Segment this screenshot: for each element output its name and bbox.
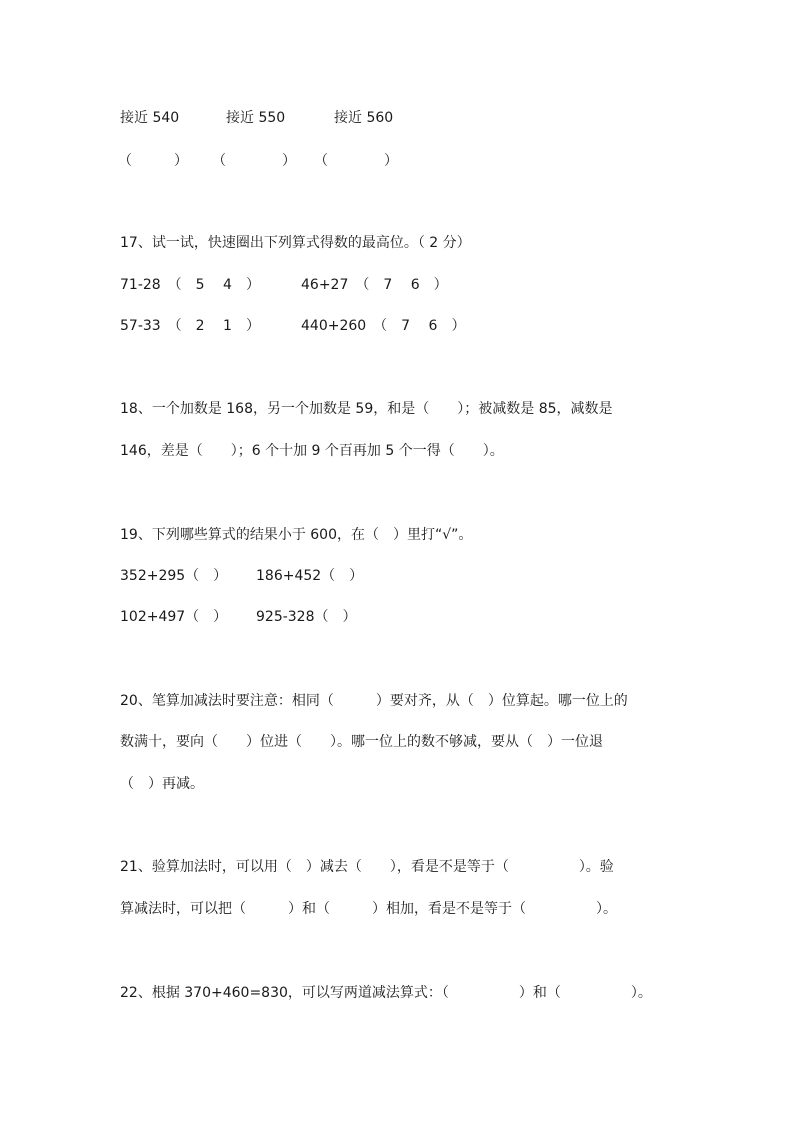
question-21-line2: 算减法时，可以把（ ）和（ ）相加，看是不是等于（ ）。 — [120, 901, 617, 917]
question-17-row1-left: 71-28 （ 5 4 ） — [120, 277, 260, 293]
question-17-row2-left: 57-33 （ 2 1 ） — [120, 318, 260, 334]
near-550-blank: （ ） — [212, 153, 296, 169]
question-19-title: 19、下列哪些算式的结果小于 600，在（ ）里打“√”。 — [120, 527, 473, 543]
question-17-row2-right: 440+260 （ 7 6 ） — [301, 318, 466, 334]
question-19-row1-right: 186+452（ ） — [256, 568, 364, 584]
question-20-line2: 数满十，要向（ ）位进（ ）。哪一位上的数不够减，要从（ ）一位退 — [120, 734, 603, 750]
question-19-row1-left: 352+295（ ） — [120, 568, 228, 584]
question-18-line2: 146，差是（ ）；6 个十加 9 个百再加 5 个一得（ ）。 — [120, 443, 504, 459]
near-560-blank: （ ） — [314, 153, 398, 169]
question-22-line1: 22、根据 370+460=830，可以写两道减法算式：（ ）和（ ）。 — [120, 985, 652, 1001]
near-550-label: 接近 550 — [226, 110, 286, 126]
near-560-label: 接近 560 — [334, 110, 394, 126]
question-17-title: 17、试一试，快速圈出下列算式得数的最高位。（ 2 分） — [120, 235, 471, 251]
question-19-row2-right: 925-328（ ） — [256, 609, 357, 625]
question-19-row2-left: 102+497（ ） — [120, 609, 228, 625]
near-540-label: 接近 540 — [120, 110, 180, 126]
question-21-line1: 21、验算加法时，可以用（ ）减去（ ），看是不是等于（ ）。验 — [120, 859, 614, 875]
question-20-line3: （ ）再减。 — [120, 776, 204, 792]
question-18-line1: 18、一个加数是 168，另一个加数是 59，和是（ ）；被减数是 85，减数是 — [120, 401, 613, 417]
question-17-row1-right: 46+27 （ 7 6 ） — [301, 277, 448, 293]
near-540-blank: （ ） — [118, 153, 188, 169]
question-20-line1: 20、笔算加减法时要注意：相同（ ）要对齐，从（ ）位算起。哪一位上的 — [120, 693, 628, 709]
